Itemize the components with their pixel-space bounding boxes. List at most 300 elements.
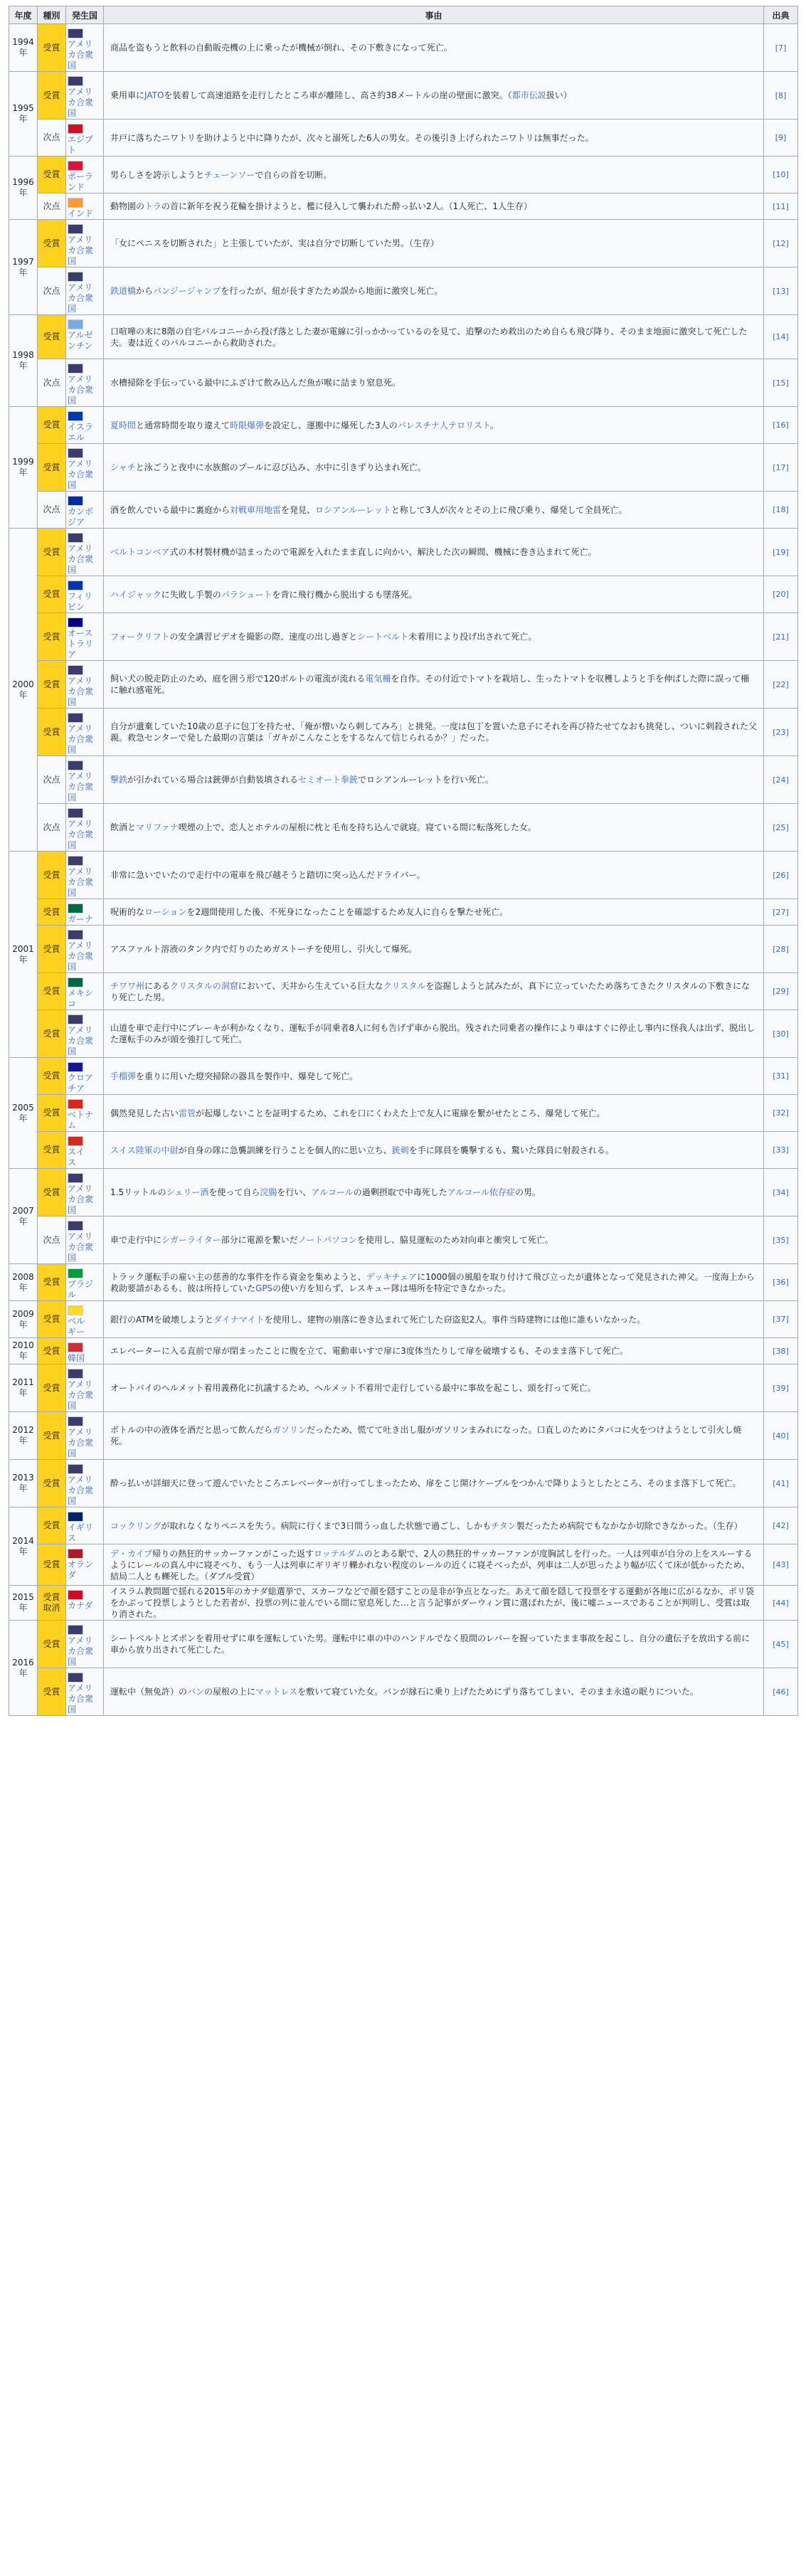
country-cell[interactable]	[66, 852, 104, 899]
reason-cell	[104, 756, 764, 804]
country-name[interactable]: ギー	[68, 1327, 85, 1337]
wiki-link[interactable]: バンジージャンプ	[153, 286, 221, 296]
wiki-link[interactable]: アルコール	[311, 1187, 354, 1197]
country-name[interactable]: カ合衆	[68, 782, 94, 792]
flag-israel-icon	[68, 411, 83, 421]
wiki-link[interactable]: 浣腸	[260, 1187, 277, 1197]
source-ref-link[interactable]: [18]	[764, 492, 798, 529]
award-type-cell: 受賞	[38, 973, 66, 1010]
country-cell[interactable]	[66, 1621, 104, 1668]
country-cell[interactable]	[66, 1010, 104, 1058]
wiki-link[interactable]: クリスタル	[383, 980, 426, 991]
reason-cell	[104, 1169, 764, 1217]
country-name[interactable]: 国	[68, 1496, 77, 1506]
country-cell[interactable]	[66, 1544, 104, 1586]
country-name[interactable]: 国	[68, 565, 77, 575]
wiki-link[interactable]: コックリング	[110, 1520, 161, 1531]
wiki-link[interactable]: 手榴弾	[110, 1071, 137, 1081]
reason-text: 銀行のATMを破壊しようと	[110, 1314, 213, 1325]
award-type-cell: 受賞	[38, 407, 66, 444]
country-cell[interactable]	[66, 1507, 104, 1544]
table-row	[9, 1217, 798, 1264]
country-name[interactable]: アメリ	[68, 235, 93, 245]
table-row	[9, 709, 798, 756]
reason-text: の過剰摂取で中毒死した	[353, 1187, 447, 1197]
country-name[interactable]: カ合衆	[68, 1194, 94, 1204]
wiki-link[interactable]: デ・カイプ	[110, 1548, 153, 1559]
reason-text: 運転中（無免許）の	[110, 1687, 188, 1697]
source-ref-link[interactable]: [7]	[764, 24, 798, 72]
reason-cell	[104, 194, 764, 220]
source-ref-link[interactable]: [26]	[764, 852, 798, 899]
country-name[interactable]: ダ	[68, 1570, 77, 1580]
country-name[interactable]: ベル	[68, 1316, 85, 1326]
country-name[interactable]: ベトナ	[68, 1110, 94, 1120]
country-cell[interactable]	[66, 220, 104, 267]
country-cell[interactable]	[66, 613, 104, 661]
source-ref-link[interactable]: [46]	[764, 1668, 798, 1716]
country-cell[interactable]	[66, 194, 104, 220]
source-ref-link[interactable]: [45]	[764, 1621, 798, 1668]
country-name[interactable]: カ合衆	[68, 1036, 94, 1046]
flag-usa-icon	[68, 760, 83, 770]
country-name[interactable]: 国	[68, 108, 77, 118]
country-name[interactable]: カ合衆	[68, 1485, 94, 1495]
wiki-link[interactable]: ベルトコンベア	[110, 547, 170, 557]
country-name[interactable]: カ合衆	[68, 1694, 94, 1704]
country-cell[interactable]	[66, 24, 104, 72]
country-name[interactable]: アメリ	[68, 39, 93, 49]
country-cell[interactable]	[66, 1460, 104, 1507]
country-name[interactable]: アメリ	[68, 819, 93, 829]
wiki-link[interactable]: マットレス	[255, 1687, 298, 1697]
country-name[interactable]: ム	[68, 1120, 77, 1130]
country-cell[interactable]	[66, 529, 104, 576]
country-name[interactable]: アメリ	[68, 676, 93, 686]
country-name[interactable]: オース	[68, 628, 93, 638]
source-ref-link[interactable]: [20]	[764, 576, 798, 613]
country-cell[interactable]	[66, 1217, 104, 1264]
wiki-link[interactable]: シャチ	[110, 462, 136, 472]
source-ref-link[interactable]: [29]	[764, 973, 798, 1010]
source-ref-link[interactable]: [31]	[764, 1058, 798, 1095]
country-cell[interactable]	[66, 576, 104, 613]
wiki-link[interactable]: ロッテルダム	[313, 1548, 364, 1559]
source-ref-link[interactable]: [39]	[764, 1364, 798, 1412]
country-name[interactable]: 国	[68, 304, 77, 314]
country-cell[interactable]	[66, 1412, 104, 1460]
award-type-cell: 受賞	[38, 315, 66, 359]
country-name[interactable]: カ合衆	[68, 1390, 94, 1400]
year-cell: 2013年	[9, 1460, 38, 1507]
source-ref-link[interactable]: [27]	[764, 899, 798, 926]
source-ref-link[interactable]: [8]	[764, 72, 798, 120]
country-name[interactable]: 国	[68, 1046, 77, 1056]
country-name[interactable]: カ合衆	[68, 829, 94, 839]
source-ref-link[interactable]: [34]	[764, 1169, 798, 1217]
country-name[interactable]: 国	[68, 1705, 77, 1714]
source-ref-link[interactable]: [42]	[764, 1507, 798, 1544]
table-row	[9, 1412, 798, 1460]
country-cell[interactable]	[66, 407, 104, 444]
award-type-cell: 受賞	[38, 613, 66, 661]
wiki-link[interactable]: ローション	[144, 907, 187, 917]
country-name[interactable]: 国	[68, 793, 77, 802]
flag-uk-icon	[68, 1512, 83, 1522]
country-name[interactable]: アメリ	[68, 866, 93, 876]
country-name[interactable]: 国	[68, 962, 77, 972]
country-name[interactable]: 国	[68, 60, 77, 70]
country-name[interactable]: ブラジ	[68, 1279, 94, 1289]
source-ref-link[interactable]: [32]	[764, 1095, 798, 1132]
reason-cell	[104, 1338, 764, 1364]
country-name[interactable]: オラン	[68, 1559, 94, 1569]
wiki-link[interactable]: チェーンソー	[204, 169, 255, 180]
wiki-link[interactable]: ノートパソコン	[297, 1235, 357, 1245]
country-name[interactable]: イギリ	[68, 1522, 94, 1532]
wiki-link[interactable]: ガソリン	[272, 1425, 307, 1435]
country-name[interactable]: アメリ	[68, 1636, 93, 1645]
country-cell[interactable]	[66, 709, 104, 756]
table-row	[9, 492, 798, 529]
country-name[interactable]: アメリ	[68, 1231, 93, 1241]
wiki-link[interactable]: 対戦車用地雷	[230, 504, 282, 515]
reason-text: が取れなくなりペニスを失う。病院に行くまで3日間うっ血した状態で過ごし、しかも	[161, 1520, 492, 1531]
reason-cell	[104, 220, 764, 267]
header-type[interactable]: 種別	[38, 6, 66, 24]
country-name[interactable]: アメリ	[68, 282, 93, 292]
wiki-link[interactable]: スイス陸軍の中尉	[110, 1145, 179, 1155]
wiki-link[interactable]: チタン	[491, 1520, 516, 1531]
country-name[interactable]: カ合衆	[68, 1242, 94, 1252]
country-cell[interactable]	[66, 926, 104, 973]
wiki-link[interactable]: 夏時間	[110, 420, 137, 430]
source-ref-link[interactable]: [11]	[764, 194, 798, 220]
year-cell: 1995年	[9, 72, 38, 157]
award-type-cell: 受賞	[38, 1010, 66, 1058]
reason-text: を手に隊員を襲撃するも、驚いた隊員に射殺される。	[408, 1145, 614, 1155]
flag-argentina-icon	[68, 319, 83, 329]
country-name[interactable]: アメリ	[68, 1025, 93, 1035]
country-name[interactable]: ポーラ	[68, 171, 94, 181]
country-cell[interactable]	[66, 72, 104, 120]
wiki-link[interactable]: トラ	[144, 201, 162, 211]
country-name[interactable]: アメリ	[68, 374, 93, 384]
wiki-link[interactable]: ダイナマイト	[213, 1314, 265, 1325]
country-name[interactable]: ンチン	[68, 341, 93, 351]
flag-cambodia-icon	[68, 496, 83, 506]
wiki-link[interactable]: 時限爆弾	[230, 420, 265, 430]
country-cell[interactable]	[66, 1301, 104, 1338]
source-ref-link[interactable]: [13]	[764, 267, 798, 315]
source-ref-link[interactable]: [37]	[764, 1301, 798, 1338]
country-cell[interactable]	[66, 804, 104, 852]
source-ref-link[interactable]: [19]	[764, 529, 798, 576]
source-ref-link[interactable]: [15]	[764, 359, 798, 407]
source-ref-link[interactable]: [16]	[764, 407, 798, 444]
reason-text: イスラム教問題で揺れる2015年のカナダ総選挙で、スカーフなどで顔を隠すことの是非が争点となった。あえて顔を隠して投票をする運動が各地に広がるなか、ポリ袋をかぶって投票しようとした若者が、投票の列に並んでいる間に窒息死した…と言う記事がダーウィン賞に選ばれたが、後に嘘ニュースであることが判明し、受賞は取り消された。	[110, 1586, 754, 1619]
wiki-link[interactable]: マリファナ	[136, 822, 179, 832]
country-name[interactable]: エル	[68, 433, 85, 442]
country-name[interactable]: 国	[68, 840, 77, 850]
reason-text: を使用し、脇見運転のため対向車と衝突して死亡。	[356, 1235, 553, 1245]
country-name[interactable]: アメリ	[68, 940, 93, 950]
reason-text: 車で走行中に	[110, 1235, 162, 1245]
country-name[interactable]: ア	[68, 650, 77, 659]
wiki-link[interactable]: パラシュート	[221, 589, 272, 600]
country-name[interactable]: カ合衆	[68, 687, 94, 696]
flag-korea-icon	[68, 1342, 83, 1352]
flag-usa-icon	[68, 364, 83, 373]
country-cell[interactable]	[66, 1169, 104, 1217]
country-name[interactable]: アメリ	[68, 1379, 93, 1389]
country-name[interactable]: 国	[68, 1205, 77, 1215]
country-name[interactable]: カ合衆	[68, 50, 94, 60]
award-type-cell: 次点	[38, 492, 66, 529]
wiki-link[interactable]: ロシアンルーレット	[315, 504, 391, 515]
country-cell[interactable]	[66, 1264, 104, 1301]
table-row	[9, 1058, 798, 1095]
country-name[interactable]: カンボ	[68, 507, 94, 516]
reason-text: と通常時間を取り違えて	[136, 420, 230, 430]
source-ref-link[interactable]: [25]	[764, 804, 798, 852]
wiki-link[interactable]: シートベルト	[357, 632, 409, 642]
reason-text: において、天井から生えている巨大な	[238, 980, 383, 991]
table-row	[9, 1264, 798, 1301]
wiki-link[interactable]: フォークリフト	[110, 632, 170, 642]
source-ref-link[interactable]: [43]	[764, 1544, 798, 1586]
country-name[interactable]: 国	[68, 480, 77, 490]
country-name[interactable]: カ合衆	[68, 554, 94, 564]
header-reason[interactable]: 事由	[104, 6, 764, 24]
country-name[interactable]: ピン	[68, 602, 85, 612]
country-name[interactable]: 国	[68, 888, 77, 898]
country-name[interactable]: アルゼ	[68, 330, 93, 340]
country-name[interactable]: 韓国	[68, 1353, 85, 1363]
reason-text: ボトルの中の液体を酒だと思って飲んだら	[110, 1425, 273, 1435]
country-name[interactable]: 国	[68, 256, 77, 266]
source-ref-link[interactable]: [33]	[764, 1132, 798, 1169]
table-row	[9, 407, 798, 444]
country-cell[interactable]	[66, 1132, 104, 1169]
country-name[interactable]: トラリ	[68, 639, 94, 649]
reason-text: を盗掘しようと試みたが、真下に立っていたため落ちてきたクリスタルの下敷きになり死亡した男。	[110, 980, 750, 1002]
wiki-link[interactable]: 雷管	[179, 1108, 196, 1118]
country-name[interactable]: フィリ	[68, 591, 93, 601]
header-source[interactable]: 出典	[764, 6, 798, 24]
country-cell[interactable]	[66, 120, 104, 157]
country-name[interactable]: アメリ	[68, 1683, 93, 1693]
source-ref-link[interactable]: [21]	[764, 613, 798, 661]
source-ref-link[interactable]: [9]	[764, 120, 798, 157]
country-cell[interactable]	[66, 1364, 104, 1412]
award-type-cell: 受賞	[38, 1338, 66, 1364]
reason-text: を背に飛行機から脱出するも墜落死。	[272, 589, 418, 600]
wiki-link[interactable]: チワワ州	[110, 980, 145, 991]
reason-text: を使用し、建物の崩落に巻き込まれて死亡した窃盗犯2人。事件当時建物には他に誰もいなかった。	[264, 1314, 646, 1325]
table-row	[9, 529, 798, 576]
source-ref-link[interactable]: [17]	[764, 444, 798, 492]
country-name[interactable]: 国	[68, 1401, 77, 1411]
country-name[interactable]: アメリ	[68, 1475, 93, 1485]
country-cell[interactable]	[66, 1058, 104, 1095]
source-ref-link[interactable]: [36]	[764, 1264, 798, 1301]
table-row	[9, 359, 798, 407]
country-name[interactable]: ジア	[68, 517, 85, 527]
country-name[interactable]: インド	[68, 208, 94, 218]
source-ref-link[interactable]: [22]	[764, 661, 798, 709]
source-ref-link[interactable]: [24]	[764, 756, 798, 804]
source-ref-link[interactable]: [28]	[764, 926, 798, 973]
country-name[interactable]: 国	[68, 396, 77, 406]
reason-cell	[104, 157, 764, 194]
country-name[interactable]: カ合衆	[68, 385, 94, 395]
country-name[interactable]: 国	[68, 1253, 77, 1263]
reason-cell	[104, 1301, 764, 1338]
source-ref-link[interactable]: [10]	[764, 157, 798, 194]
flag-vietnam-icon	[68, 1099, 83, 1109]
country-name[interactable]: 国	[68, 1448, 77, 1458]
country-name[interactable]: カ合衆	[68, 1438, 94, 1448]
year-cell: 2014年	[9, 1507, 38, 1586]
award-type-cell: 受賞	[38, 1132, 66, 1169]
year-cell: 2015年	[9, 1586, 38, 1621]
country-name[interactable]: カ合衆	[68, 293, 94, 303]
country-name[interactable]: ガーナ	[68, 914, 94, 924]
country-name[interactable]: アメリ	[68, 459, 93, 469]
wiki-link[interactable]: 都市伝説	[511, 90, 546, 100]
country-name[interactable]: メキシ	[68, 988, 93, 998]
source-ref-link[interactable]: [41]	[764, 1460, 798, 1507]
reason-text: シートベルトとズボンを着用せずに車を運転していた男。運転中に車の中のハンドルでなく股間のレバーを握っていたまま事故を起こし、自分の遺伝子を放出する前に車から放り出されて死亡した。	[110, 1633, 751, 1655]
source-ref-link[interactable]: [12]	[764, 220, 798, 267]
country-name[interactable]: スイ	[68, 1147, 85, 1157]
wiki-link[interactable]: ハイジャック	[110, 589, 161, 600]
source-ref-link[interactable]: [23]	[764, 709, 798, 756]
reason-cell	[104, 1621, 764, 1668]
country-name[interactable]: ル	[68, 1290, 77, 1300]
wiki-link[interactable]: バン	[187, 1687, 205, 1697]
country-cell[interactable]	[66, 756, 104, 804]
country-name[interactable]: アメリ	[68, 1184, 93, 1194]
country-name[interactable]: アメリ	[68, 1427, 93, 1437]
reason-text: トラック運転手の雇い主の慈善的な事件を作る資金を集めようと、	[110, 1271, 366, 1282]
country-name[interactable]: エジプ	[68, 134, 94, 144]
reason-text: 水槽掃除を手伝っている最中にふざけて飲み込んだ魚が喉に詰まり窒息死。	[110, 378, 401, 388]
wiki-link[interactable]: シェリー酒	[166, 1187, 209, 1197]
country-cell[interactable]	[66, 661, 104, 709]
wiki-link[interactable]: パレスチナ人テロリスト	[397, 420, 490, 430]
country-cell[interactable]	[66, 899, 104, 926]
reason-text: にある	[144, 980, 171, 991]
wiki-link[interactable]: アルコール依存症	[447, 1187, 515, 1197]
country-name[interactable]: カ合衆	[68, 97, 94, 107]
country-cell[interactable]	[66, 315, 104, 359]
country-name[interactable]: クロア	[68, 1073, 94, 1083]
wiki-link[interactable]: セミオート拳銃	[298, 775, 359, 785]
reason-text: 動物園の	[110, 201, 145, 211]
reason-cell	[104, 1010, 764, 1058]
reason-text: 呪術的な	[110, 907, 145, 917]
header-country[interactable]: 発生国	[66, 6, 104, 24]
wiki-link[interactable]: JATO	[144, 90, 164, 100]
wiki-link[interactable]: 鉄道橋	[110, 286, 137, 296]
country-name[interactable]: カナダ	[68, 1601, 93, 1611]
country-name[interactable]: カ合衆	[68, 734, 94, 744]
reason-text: が自身の隊に急襲訓練を行うことを個人的に思い立ち、	[178, 1145, 392, 1155]
country-name[interactable]: 国	[68, 1657, 77, 1667]
source-ref-link[interactable]: [40]	[764, 1412, 798, 1460]
country-name[interactable]: ト	[68, 145, 77, 155]
country-name[interactable]: カ合衆	[68, 245, 94, 255]
flag-switzerland-icon	[68, 1136, 83, 1146]
country-cell[interactable]	[66, 157, 104, 194]
flag-usa-icon	[68, 76, 83, 86]
year-cell: 2012年	[9, 1412, 38, 1460]
country-name[interactable]: ス	[68, 1157, 77, 1167]
country-cell[interactable]	[66, 267, 104, 315]
country-name[interactable]: コ	[68, 999, 77, 1009]
country-name[interactable]: カ合衆	[68, 877, 94, 887]
country-cell[interactable]	[66, 492, 104, 529]
country-cell[interactable]	[66, 1668, 104, 1716]
source-ref-link[interactable]: [44]	[764, 1586, 798, 1621]
source-ref-link[interactable]: [38]	[764, 1338, 798, 1364]
country-name[interactable]: 国	[68, 745, 77, 755]
wiki-link[interactable]: GPS	[255, 1283, 273, 1293]
reason-text: 商品を盗もうと飲料の自動販売機の上に乗ったが機械が倒れ、その下敷きになって死亡。	[110, 43, 452, 53]
country-name[interactable]: ス	[68, 1533, 77, 1543]
table-row	[9, 973, 798, 1010]
country-cell[interactable]	[66, 1338, 104, 1364]
wiki-link[interactable]: 銃剣	[391, 1145, 409, 1155]
country-cell[interactable]	[66, 359, 104, 407]
country-name[interactable]: 国	[68, 697, 77, 707]
country-name[interactable]: アメリ	[68, 87, 93, 97]
reason-cell	[104, 1364, 764, 1412]
table-row	[9, 194, 798, 220]
flag-usa-icon	[68, 713, 83, 723]
country-name[interactable]: カ合衆	[68, 470, 94, 479]
reason-text: 自分が遺棄していた10歳の息子に包丁を持たせ、「俺が憎いなら刺してみろ」と挑発。一度は包丁を置いた息子にそれを再び持たせてなおも挑発し、ついに刺殺された父親。救急センターで発した最期の言葉は「ガキがこんなことをするなんて信じられるか？」だった。	[110, 721, 757, 743]
source-ref-link[interactable]: [14]	[764, 315, 798, 359]
country-cell[interactable]	[66, 973, 104, 1010]
wiki-link[interactable]: 撃鉄	[110, 775, 128, 785]
source-ref-link[interactable]: [35]	[764, 1217, 798, 1264]
country-name[interactable]: チア	[68, 1083, 85, 1093]
reason-text: が起爆しないことを証明するため、これを口にくわえた上で友人に電線を繋がせたところ、爆発して死亡。	[196, 1108, 605, 1118]
wiki-link[interactable]: シガーライター	[161, 1235, 221, 1245]
wiki-link[interactable]: 電気柵	[365, 674, 391, 684]
table-row	[9, 1668, 798, 1716]
header-year[interactable]: 年度	[9, 6, 38, 24]
flag-usa-icon	[68, 808, 83, 818]
country-name[interactable]: アメリ	[68, 771, 93, 781]
country-cell[interactable]	[66, 1095, 104, 1132]
country-cell[interactable]	[66, 1586, 104, 1621]
country-name[interactable]: アメリ	[68, 544, 93, 553]
country-name[interactable]: イスラ	[68, 422, 93, 432]
wiki-link[interactable]: クリスタルの洞窟	[170, 980, 238, 991]
wiki-link[interactable]: デッキチェア	[366, 1271, 418, 1282]
country-name[interactable]: カ合衆	[68, 951, 94, 961]
source-ref-link[interactable]: [30]	[764, 1010, 798, 1058]
country-name[interactable]: カ合衆	[68, 1646, 94, 1656]
flag-canada-icon	[68, 1590, 83, 1600]
country-name[interactable]: アメリ	[68, 723, 93, 733]
country-name[interactable]: ンド	[68, 182, 85, 192]
country-cell[interactable]	[66, 444, 104, 492]
